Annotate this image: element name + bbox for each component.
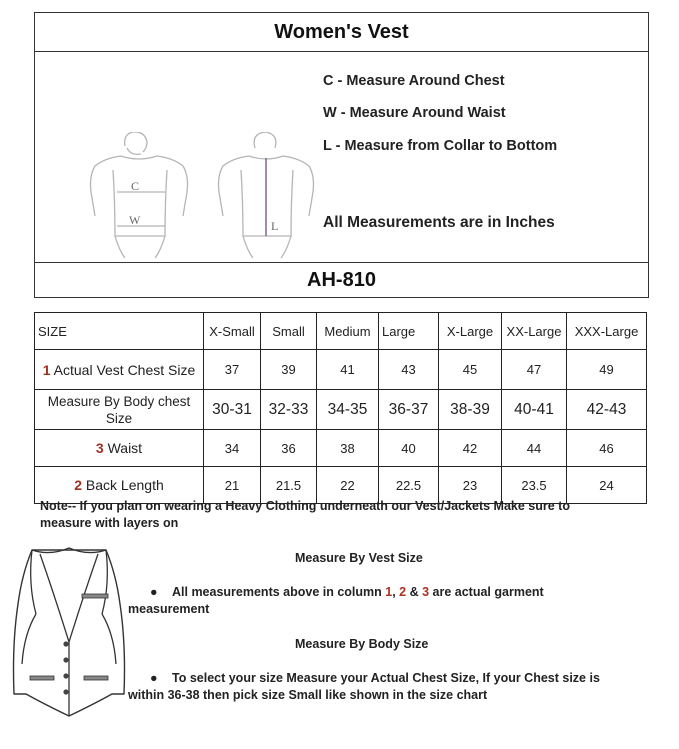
back-body-sketch: [213, 132, 325, 260]
table-cell: 42-43: [567, 390, 647, 430]
separator: &: [406, 585, 423, 599]
size-col-header: Small: [261, 313, 317, 350]
size-col-header: Medium: [317, 313, 379, 350]
table-cell: 23.5: [502, 467, 567, 504]
layering-note: Note-- If you plan on wearing a Heavy Clothing underneath our Vest/Jackets Make sure to measure with layers on: [40, 499, 570, 530]
table-row: [35, 430, 647, 467]
waist-marker-label: W: [129, 213, 141, 227]
table-cell: 46: [567, 430, 647, 467]
table-cell: 38-39: [439, 390, 502, 430]
table-cell: 22: [317, 467, 379, 504]
table-cell: 30-31: [204, 390, 261, 430]
vest-size-heading: Measure By Vest Size: [295, 551, 423, 565]
size-col-header: X-Large: [439, 313, 502, 350]
front-body-sketch: [85, 132, 197, 260]
table-cell: 34: [204, 430, 261, 467]
table-row: [35, 390, 647, 430]
size-table: [34, 312, 647, 504]
row-label-text: Back Length: [85, 477, 164, 493]
body-size-bullet: [128, 670, 608, 704]
vest-button: [63, 689, 68, 694]
table-cell: 22.5: [379, 467, 439, 504]
product-code-box: [34, 262, 649, 298]
column-ref: 2: [399, 585, 407, 599]
table-cell: 37: [204, 350, 261, 390]
column-ref: 1: [385, 585, 393, 599]
size-header-cell: SIZE: [35, 313, 204, 350]
table-cell: 38: [317, 430, 379, 467]
row-label-text: Waist: [107, 440, 143, 456]
legend-chest: C - Measure Around Chest: [323, 73, 505, 89]
row-number: 1: [42, 361, 51, 378]
vest-size-bullet: [128, 584, 608, 618]
row-number: 2: [74, 477, 83, 493]
table-cell: 36-37: [379, 390, 439, 430]
column-ref: 3: [422, 585, 430, 599]
table-header-row: [35, 313, 647, 350]
bullet-text-pre: All measurements above in column: [172, 585, 386, 599]
legend-length: L - Measure from Collar to Bottom: [323, 138, 558, 154]
size-col-header: X-Small: [204, 313, 261, 350]
vest-illustration: [10, 544, 128, 724]
table-cell: 34-35: [317, 390, 379, 430]
length-marker-label: L: [271, 219, 279, 233]
right-pocket: [84, 676, 108, 680]
legend-waist: W - Measure Around Waist: [323, 105, 506, 121]
table-cell: 43: [379, 350, 439, 390]
bullet-icon: ●: [150, 585, 158, 599]
table-row: [35, 350, 647, 390]
table-cell: 49: [567, 350, 647, 390]
size-col-header: XXX-Large: [567, 313, 647, 350]
bullet-icon: ●: [150, 671, 158, 685]
left-pocket: [30, 676, 54, 680]
bullet-text: To select your size Measure your Actual Chest Size, If your Chest size is within 36-38 then pick size Small like shown in the size chart: [128, 671, 600, 702]
vest-button: [63, 673, 68, 678]
row-label-text: Actual Vest Chest Size: [53, 361, 196, 378]
table-cell: 23: [439, 467, 502, 504]
row-label-chest: [35, 350, 204, 390]
table-cell: 36: [261, 430, 317, 467]
bullet-text-post: are actual garment measurement: [128, 585, 544, 616]
vest-button: [63, 641, 68, 646]
units-note: All Measurements are in Inches: [323, 214, 555, 231]
table-cell: 44: [502, 430, 567, 467]
table-cell: 47: [502, 350, 567, 390]
table-cell: 21: [204, 467, 261, 504]
table-cell: 39: [261, 350, 317, 390]
row-label-body-chest: Measure By Body chest Size: [35, 390, 204, 430]
row-label-waist: [35, 430, 204, 467]
product-code: AH-810: [307, 268, 376, 291]
chart-title: [34, 12, 649, 52]
size-col-header: XX-Large: [502, 313, 567, 350]
chest-marker-label: C: [131, 179, 140, 193]
size-col-header: Large: [379, 313, 439, 350]
separator: ,: [392, 585, 400, 599]
title-text: Women's Vest: [274, 20, 409, 43]
measurement-diagram-panel: [34, 51, 649, 263]
table-cell: 40-41: [502, 390, 567, 430]
vest-button: [63, 657, 68, 662]
table-cell: 42: [439, 430, 502, 467]
table-cell: 21.5: [261, 467, 317, 504]
table-cell: 24: [567, 467, 647, 504]
chest-pocket: [82, 594, 108, 598]
row-number: 3: [95, 440, 104, 456]
table-cell: 32-33: [261, 390, 317, 430]
table-cell: 45: [439, 350, 502, 390]
table-cell: 40: [379, 430, 439, 467]
body-size-heading: Measure By Body Size: [295, 637, 429, 651]
table-cell: 41: [317, 350, 379, 390]
